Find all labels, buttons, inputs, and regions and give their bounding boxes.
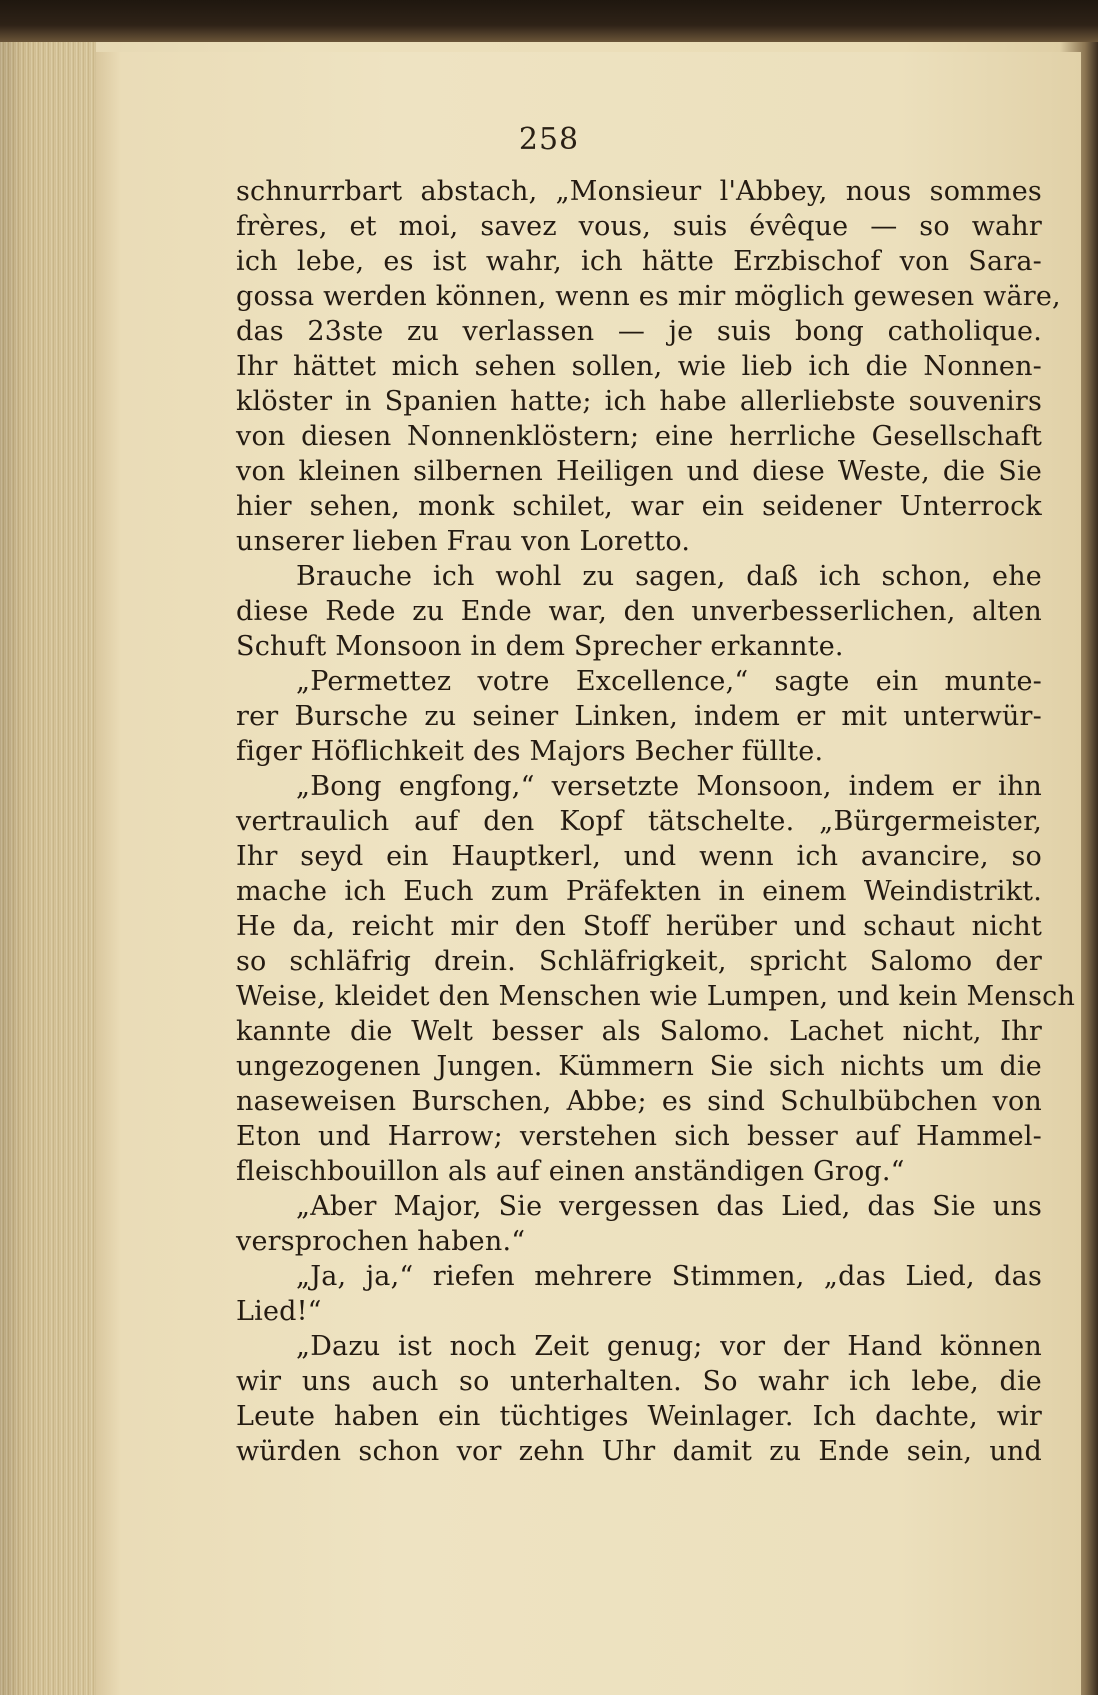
text-line: fleischbouillon als auf einen anständigen Grog.“ (236, 1156, 905, 1187)
text-line: „Dazu ist noch Zeit genug; vor der Hand können (296, 1331, 1042, 1362)
page-number: 258 (518, 122, 580, 157)
text-line: ungezogenen Jungen. Kümmern Sie sich nichts um die (236, 1051, 1042, 1082)
text-line: Leute haben ein tüchtiges Weinlager. Ich dachte, wir (236, 1401, 1042, 1432)
text-line: kannte die Welt besser als Salomo. Lachet nicht, Ihr (236, 1016, 1042, 1047)
text-line: frères, et moi, savez vous, suis évêque — so wahr (236, 211, 1042, 242)
text-line: würden schon vor zehn Uhr damit zu Ende sein, und (236, 1436, 1042, 1467)
text-line: von diesen Nonnenklöstern; eine herrliche Gesellschaft (236, 421, 1042, 452)
text-line: Brauche ich wohl zu sagen, daß ich schon, ehe (296, 561, 1042, 592)
text-line: diese Rede zu Ende war, den unverbesserlichen, alten (236, 596, 1042, 627)
text-line: Schuft Monsoon in dem Sprecher erkannte. (236, 631, 844, 662)
text-line: „Aber Major, Sie vergessen das Lied, das Sie uns (296, 1191, 1042, 1222)
text-line: das 23ste zu verlassen — je suis bong catholique. (236, 316, 1042, 347)
text-line: ich lebe, es ist wahr, ich hätte Erzbischof von Sara- (236, 246, 1042, 277)
text-line: hier sehen, monk schilet, war ein seidener Unterrock (236, 491, 1042, 522)
text-line: rer Bursche zu seiner Linken, indem er mit unterwür- (236, 701, 1042, 732)
text-line: Ihr hättet mich sehen sollen, wie lieb ich die Nonnen- (236, 351, 1042, 382)
text-line: unserer lieben Frau von Loretto. (236, 526, 691, 557)
text-line: schnurrbart abstach, „Monsieur l'Abbey, nous sommes (236, 176, 1042, 207)
text-line: von kleinen silbernen Heiligen und diese Weste, die Sie (236, 456, 1042, 487)
text-line: wir uns auch so unterhalten. So wahr ich lebe, die (236, 1366, 1042, 1397)
text-line: „Bong engfong,“ versetzte Monsoon, indem er ihn (296, 771, 1042, 802)
book-edge-shadow (0, 0, 1098, 42)
text-line: He da, reicht mir den Stoff herüber und schaut nicht (236, 911, 1042, 942)
text-line: mache ich Euch zum Präfekten in einem Weindistrikt. (236, 876, 1042, 907)
text-line: „Permettez votre Excellence,“ sagte ein munte- (296, 666, 1042, 697)
text-line: Eton und Harrow; verstehen sich besser auf Hammel- (236, 1121, 1042, 1152)
text-line: Weise, kleidet den Menschen wie Lumpen, und kein Mensch (236, 981, 1076, 1012)
text-line: „Ja, ja,“ riefen mehrere Stimmen, „das Lied, das (296, 1261, 1042, 1292)
body-text (236, 174, 1076, 1469)
text-line: so schläfrig drein. Schläfrigkeit, spricht Salomo der (236, 946, 1042, 977)
text-line: klöster in Spanien hatte; ich habe allerliebste souvenirs (236, 386, 1042, 417)
text-line: versprochen haben.“ (236, 1226, 526, 1257)
text-line: figer Höflichkeit des Majors Becher füllte. (236, 736, 824, 767)
text-line: vertraulich auf den Kopf tätschelte. „Bürgermeister, (236, 806, 1042, 837)
text-line: naseweisen Burschen, Abbe; es sind Schulbübchen von (236, 1086, 1042, 1117)
text-line: Ihr seyd ein Hauptkerl, und wenn ich avancire, so (236, 841, 1042, 872)
text-line: Lied!“ (236, 1296, 322, 1327)
text-line: gossa werden können, wenn es mir möglich gewesen wäre, (236, 281, 1061, 312)
page-edges (0, 42, 96, 1695)
